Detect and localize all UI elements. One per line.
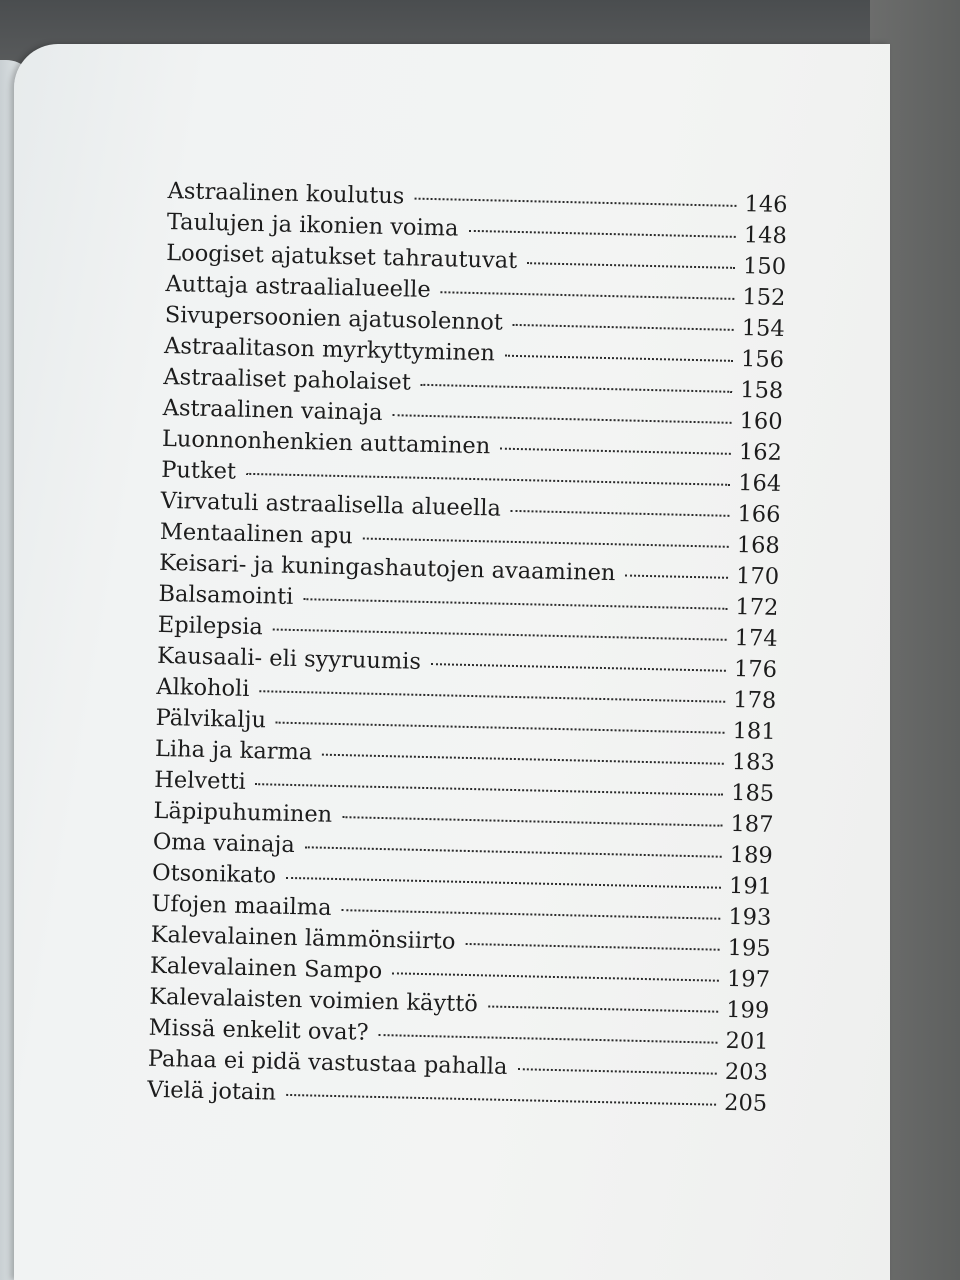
dot-leader bbox=[468, 230, 735, 238]
dot-leader bbox=[465, 943, 719, 951]
dot-leader bbox=[431, 663, 726, 672]
dot-leader bbox=[256, 783, 724, 796]
toc-entry-page-number: 156 bbox=[740, 346, 785, 374]
toc-entry-page-number: 172 bbox=[735, 593, 779, 621]
toc-entry-title: Liha ja karma bbox=[154, 735, 313, 766]
toc-entry-page-number: 164 bbox=[737, 470, 782, 497]
toc-entry-title: Keisari- ja kuningashautojen avaaminen bbox=[158, 549, 616, 587]
toc-entry-title: Missä enkelit ovat? bbox=[148, 1014, 369, 1046]
dot-leader bbox=[392, 972, 719, 981]
toc-entry-title: Luonnonhenkien auttaminen bbox=[161, 425, 491, 460]
toc-entry-page-number: 158 bbox=[740, 377, 784, 405]
dot-leader bbox=[322, 754, 724, 765]
toc-entry-page-number: 162 bbox=[738, 439, 783, 466]
toc-entry-title: Virvatuli astraalisella alueella bbox=[160, 487, 502, 522]
toc-entry-title: Mentaalinen apu bbox=[159, 518, 354, 550]
toc-entry-title: Astraalitason myrkyttyminen bbox=[163, 332, 496, 367]
dot-leader bbox=[527, 262, 735, 269]
dot-leader bbox=[273, 628, 727, 640]
dot-leader bbox=[363, 538, 729, 548]
toc-entry-title: Epilepsia bbox=[157, 611, 264, 641]
toc-entry-title: Oma vainaja bbox=[152, 828, 296, 859]
dot-leader bbox=[259, 690, 725, 703]
dot-leader bbox=[246, 473, 730, 486]
toc-entry-title: Kalevalainen Sampo bbox=[149, 952, 383, 985]
dot-leader bbox=[379, 1034, 718, 1044]
toc-entry-title: Otsonikato bbox=[151, 859, 277, 889]
dot-leader bbox=[421, 384, 733, 393]
toc-entry-page-number: 146 bbox=[744, 191, 788, 219]
dot-leader bbox=[511, 510, 730, 517]
toc-entry-title: Auttaja astraalialueelle bbox=[165, 270, 431, 303]
toc-entry-title: Balsamointi bbox=[158, 580, 294, 610]
toc-entry-title: Astraaliset paholaiset bbox=[163, 363, 412, 396]
toc-entry-title: Vielä jotain bbox=[146, 1076, 277, 1106]
dot-leader bbox=[392, 414, 731, 424]
toc-entry-page-number: 195 bbox=[727, 934, 771, 962]
toc-entry-page-number: 170 bbox=[735, 562, 780, 590]
toc-entry-page-number: 174 bbox=[734, 624, 778, 652]
toc-entry-page-number: 189 bbox=[729, 841, 774, 869]
toc-entry-page-number: 203 bbox=[724, 1058, 769, 1086]
toc-entry-title: Astraalinen koulutus bbox=[167, 177, 405, 210]
toc-entry-page-number: 154 bbox=[741, 315, 785, 343]
dot-leader bbox=[625, 574, 728, 578]
dot-leader bbox=[441, 291, 735, 300]
toc-entry-page-number: 160 bbox=[739, 408, 783, 436]
toc-entry-title: Kalevalaisten voimien käyttö bbox=[149, 983, 479, 1018]
dot-leader bbox=[414, 198, 736, 207]
toc-entry-title: Helvetti bbox=[154, 766, 247, 795]
dot-leader bbox=[286, 1094, 716, 1106]
toc-entry-page-number: 148 bbox=[743, 222, 788, 250]
dot-leader bbox=[513, 324, 734, 331]
dot-leader bbox=[500, 448, 731, 455]
dot-leader bbox=[303, 598, 727, 610]
toc-entry-title: Putket bbox=[161, 456, 237, 485]
dot-leader bbox=[341, 909, 720, 920]
toc-entry-page-number: 178 bbox=[733, 686, 777, 714]
toc-entry-page-number: 201 bbox=[725, 1027, 769, 1055]
table-of-contents bbox=[147, 176, 788, 1120]
dot-leader bbox=[342, 816, 722, 827]
toc-entry-title: Taulujen ja ikonien voima bbox=[166, 208, 459, 242]
toc-entry-page-number: 191 bbox=[728, 872, 773, 900]
toc-entry-title: Läpipuhuminen bbox=[153, 797, 333, 828]
toc-entry-title: Kalevalainen lämmönsiirto bbox=[150, 921, 456, 955]
dot-leader bbox=[305, 846, 722, 857]
dot-leader bbox=[286, 877, 721, 889]
toc-entry-page-number: 199 bbox=[725, 996, 770, 1024]
dot-leader bbox=[488, 1005, 718, 1012]
toc-entry-title: Alkoholi bbox=[156, 673, 250, 702]
toc-entry-title: Sivupersoonien ajatusolennot bbox=[164, 301, 504, 336]
toc-entry-page-number: 166 bbox=[737, 501, 781, 528]
dot-leader bbox=[505, 355, 733, 362]
toc-entry-page-number: 197 bbox=[726, 965, 771, 993]
toc-entry-page-number: 152 bbox=[742, 284, 786, 312]
toc-entry-page-number: 183 bbox=[731, 748, 776, 776]
toc-entry-page-number: 205 bbox=[723, 1089, 768, 1117]
toc-entry-page-number: 185 bbox=[730, 779, 775, 807]
toc-entry-title: Loogiset ajatukset tahrautuvat bbox=[165, 239, 518, 274]
toc-entry-page-number: 168 bbox=[736, 532, 781, 559]
toc-entry-page-number: 187 bbox=[730, 810, 774, 838]
toc-entry-title: Pälvikalju bbox=[155, 704, 267, 734]
toc-entry-title: Kausaali- eli syyruumis bbox=[156, 642, 422, 675]
toc-entry-title: Pahaa ei pidä vastustaa pahalla bbox=[147, 1045, 508, 1080]
toc-entry-page-number: 193 bbox=[728, 903, 772, 931]
toc-entry-title: Astraalinen vainaja bbox=[162, 394, 383, 426]
toc-entry-page-number: 181 bbox=[732, 717, 776, 745]
dot-leader bbox=[276, 722, 725, 734]
toc-entry-page-number: 176 bbox=[733, 655, 778, 683]
toc-entry-title: Ufojen maailma bbox=[151, 890, 332, 921]
dot-leader bbox=[517, 1068, 716, 1075]
toc-entry-page-number: 150 bbox=[742, 253, 787, 281]
